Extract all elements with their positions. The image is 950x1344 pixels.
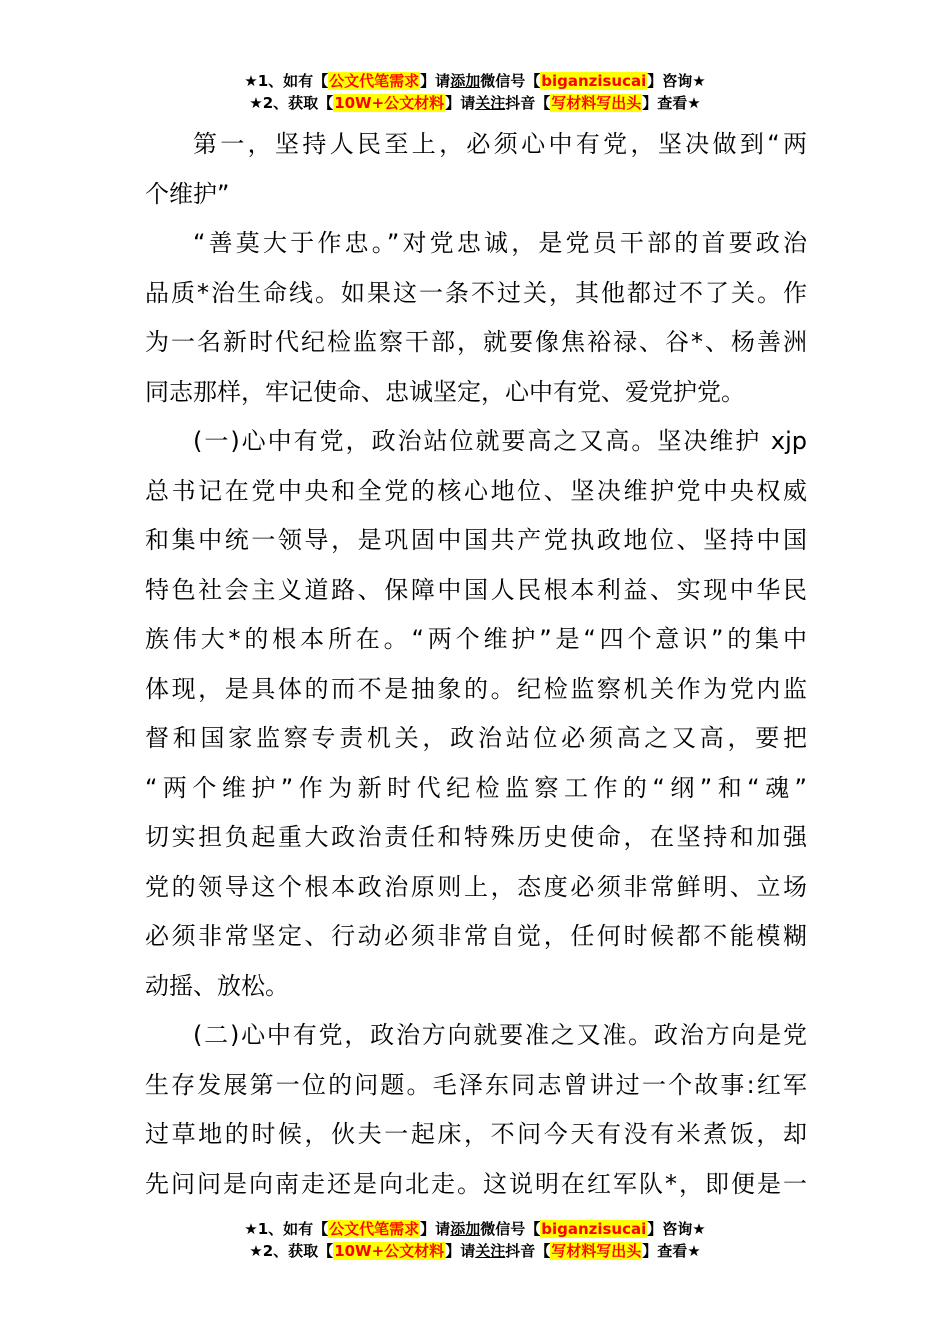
paragraph-line: 体现，是具体的而不是抽象的。纪检监察机关作为党内监 bbox=[145, 674, 807, 703]
paragraph-line: 品质*治生命线。如果这一条不过关，其他都过不了关。作 bbox=[145, 278, 807, 307]
paragraph-line: (二)心中有党，政治方向就要准之又准。政治方向是党 bbox=[193, 1021, 807, 1049]
paragraph-line: 先问问是向南走还是向北走。这说明在红军队*，即便是一 bbox=[145, 1169, 807, 1198]
paragraph-line: (一)心中有党，政治站位就要高之又高。坚决维护 xjp bbox=[193, 427, 807, 455]
footer-banner-line-2: ★2、获取【10W+公文材料】请关注抖音【写材料写出头】查看★ bbox=[249, 1242, 701, 1260]
paragraph-line: 过草地的时候，伙夫一起床，不问今天有没有米煮饭，却 bbox=[145, 1120, 807, 1148]
document-body bbox=[145, 120, 807, 1209]
header-banner-line-2: ★2、获取【10W+公文材料】请关注抖音【写材料写出头】查看★ bbox=[249, 94, 701, 112]
paragraph-line: 和集中统一领导，是巩固中国共产党执政地位、坚持中国 bbox=[145, 526, 807, 554]
highlight-service: 公文代笔需求 bbox=[329, 72, 420, 90]
paragraph-line: 族伟大*的根本所在。“两个维护”是“四个意识”的集中 bbox=[145, 625, 807, 653]
header-banner bbox=[0, 70, 950, 114]
highlight-materials: 10W+公文材料 bbox=[334, 94, 445, 112]
highlight-service: 公文代笔需求 bbox=[329, 1220, 420, 1238]
highlight-douyin: 写材料写出头 bbox=[551, 94, 642, 112]
paragraph-line: 切实担负起重大政治责任和特殊历史使命，在坚持和加强 bbox=[145, 823, 807, 851]
paragraph-line: 督和国家监察专责机关，政治站位必须高之又高，要把 bbox=[145, 724, 807, 752]
highlight-douyin: 写材料写出头 bbox=[551, 1242, 642, 1260]
paragraph-line: 为一名新时代纪检监察干部，就要像焦裕禄、谷*、杨善洲 bbox=[145, 328, 807, 356]
highlight-materials: 10W+公文材料 bbox=[334, 1242, 445, 1260]
paragraph-line: 总书记在党中央和全党的核心地位、坚决维护党中央权威 bbox=[145, 476, 807, 505]
section-heading-cont: 个维护” bbox=[145, 179, 230, 208]
paragraph-line: “两个维护”作为新时代纪检监察工作的“纲”和“魂” bbox=[145, 773, 807, 802]
highlight-wechat-id: biganzisucai bbox=[541, 1220, 647, 1238]
footer-banner bbox=[0, 1218, 950, 1262]
highlight-wechat-id: biganzisucai bbox=[541, 72, 647, 90]
paragraph-line: “善莫大于作忠。”对党忠诚，是党员干部的首要政治 bbox=[193, 229, 807, 257]
paragraph-line: 动摇、放松。 bbox=[145, 971, 289, 1000]
header-banner-line-1: ★1、如有【公文代笔需求】请添加微信号【biganzisucai】咨询★ bbox=[244, 72, 706, 90]
paragraph-line: 必须非常坚定、行动必须非常自觉，任何时候都不能模糊 bbox=[145, 922, 807, 950]
footer-banner-line-1: ★1、如有【公文代笔需求】请添加微信号【biganzisucai】咨询★ bbox=[244, 1220, 706, 1238]
paragraph-line: 党的领导这个根本政治原则上，态度必须非常鲜明、立场 bbox=[145, 872, 807, 901]
section-heading: 第一，坚持人民至上，必须心中有党，坚决做到“两 bbox=[193, 130, 807, 158]
paragraph-line: 同志那样，牢记使命、忠诚坚定，心中有党、爱党护党。 bbox=[145, 377, 745, 406]
paragraph-line: 生存发展第一位的问题。毛泽东同志曾讲过一个故事:红军 bbox=[145, 1070, 807, 1099]
paragraph-line: 特色社会主义道路、保障中国人民根本利益、实现中华民 bbox=[145, 575, 807, 604]
